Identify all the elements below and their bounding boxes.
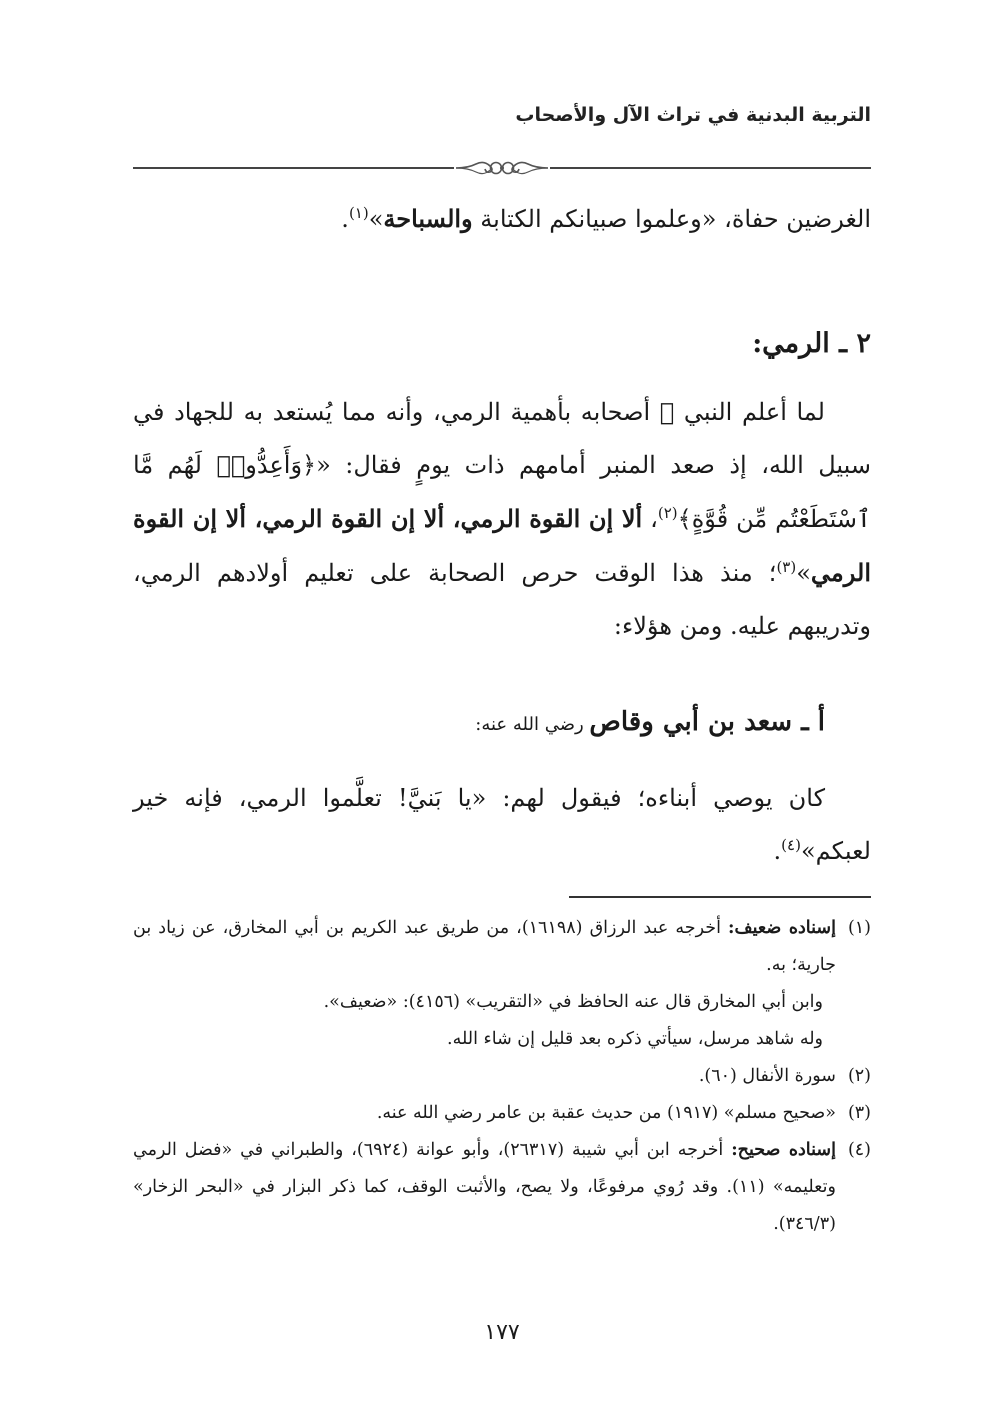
footnote-1-continued-a: وابن أبي المخارق قال عنه الحافظ في «التقريب» (٤١٥٦): «ضعيف». [323, 992, 823, 1012]
page-number: ١٧٧ [484, 1320, 520, 1345]
footnote-1: (١) إسناده ضعيف: أخرجه عبد الرزاق (١٦١٩٨)، من طريق عبد الكريم بن أبي المخارق، عن زياد بن جارية؛ به. [133, 910, 871, 984]
footnote-2: (٢) سورة الأنفال (٦٠). [133, 1058, 871, 1095]
footnote-separator [569, 896, 871, 898]
footnote-ref: (١) [348, 204, 369, 222]
footnote-number: (٤) [847, 1140, 871, 1160]
footnote-ref: (٤) [781, 836, 801, 854]
subheading-saad: أ ـ سعد بن أبي وقاص رضي الله عنه: [475, 707, 825, 737]
section-heading: ٢ ـ الرمي: [752, 328, 871, 359]
footnote-3: (٣) «صحيح مسلم» (١٩١٧) من حديث عقبة بن عامر رضي الله عنه. [133, 1095, 871, 1132]
footnote-ref: (٣) [776, 558, 797, 576]
footnote-4: (٤) إسناده صحيح: أخرجه ابن أبي شيبة (٢٦٣١٧)، وأبو عوانة (٦٩٢٤)، والطبراني في «فضل الرمي وتعليمه» (١١). وقد رُوي مرفوعًا، ولا يصح، والأثبت الوقف، كما ذكر البزار في «البحر الزخار» (٣٤٦/٣). [133, 1132, 871, 1243]
footnote-number: (٣) [847, 1103, 871, 1123]
running-header-title: التربية البدنية في تراث الآل والأصحاب [515, 104, 871, 126]
paragraph-ramy: لما أعلم النبي ﷺ أصحابه بأهمية الرمي، وأنه مما يُستعد به للجهاد في سبيل الله، إذ صعد المنبر أمامهم ذات يومٍ فقال: «﴿وَأَعِدُّوا۟ لَهُم مَّا ٱسْتَطَعْتُم مِّن قُوَّةٍ﴾$^{(٢)}$، ألا إن القوة الرمي، ألا إن القوة الرمي، ألا إن القوة الرمي»$^{(٣)}$؛ منذ هذا الوقت حرص الصحابة على تعليم أولادهم الرمي، وتدريبهم عليه. ومن هؤلاء: [133, 398, 871, 640]
footnotes [133, 910, 871, 1243]
footnote-number: (٢) [847, 1066, 871, 1086]
footnote-1-continued-b: وله شاهد مرسل، سيأتي ذكره بعد قليل إن شاء الله. [447, 1029, 823, 1049]
ornament-divider-icon [454, 158, 550, 178]
bold-word: والسباحة [383, 204, 473, 233]
paragraph-saad: كان يوصي أبناءه؛ فيقول لهم: «يا بَنيَّ! تعلَّموا الرمي، فإنه خير لعبكم»$^{(٤)}$. [133, 784, 871, 865]
footnote-number: (١) [847, 918, 871, 938]
footnote-ref: (٢) [657, 504, 678, 522]
bold-hadith: ألا إن القوة الرمي، ألا إن القوة الرمي، ألا إن القوة الرمي [133, 504, 871, 587]
intro-line: الغرضين حفاة، «وعلموا صبيانكم الكتابة والسباحة»$^{(١)}$. [341, 204, 871, 233]
header-rule [133, 158, 871, 178]
